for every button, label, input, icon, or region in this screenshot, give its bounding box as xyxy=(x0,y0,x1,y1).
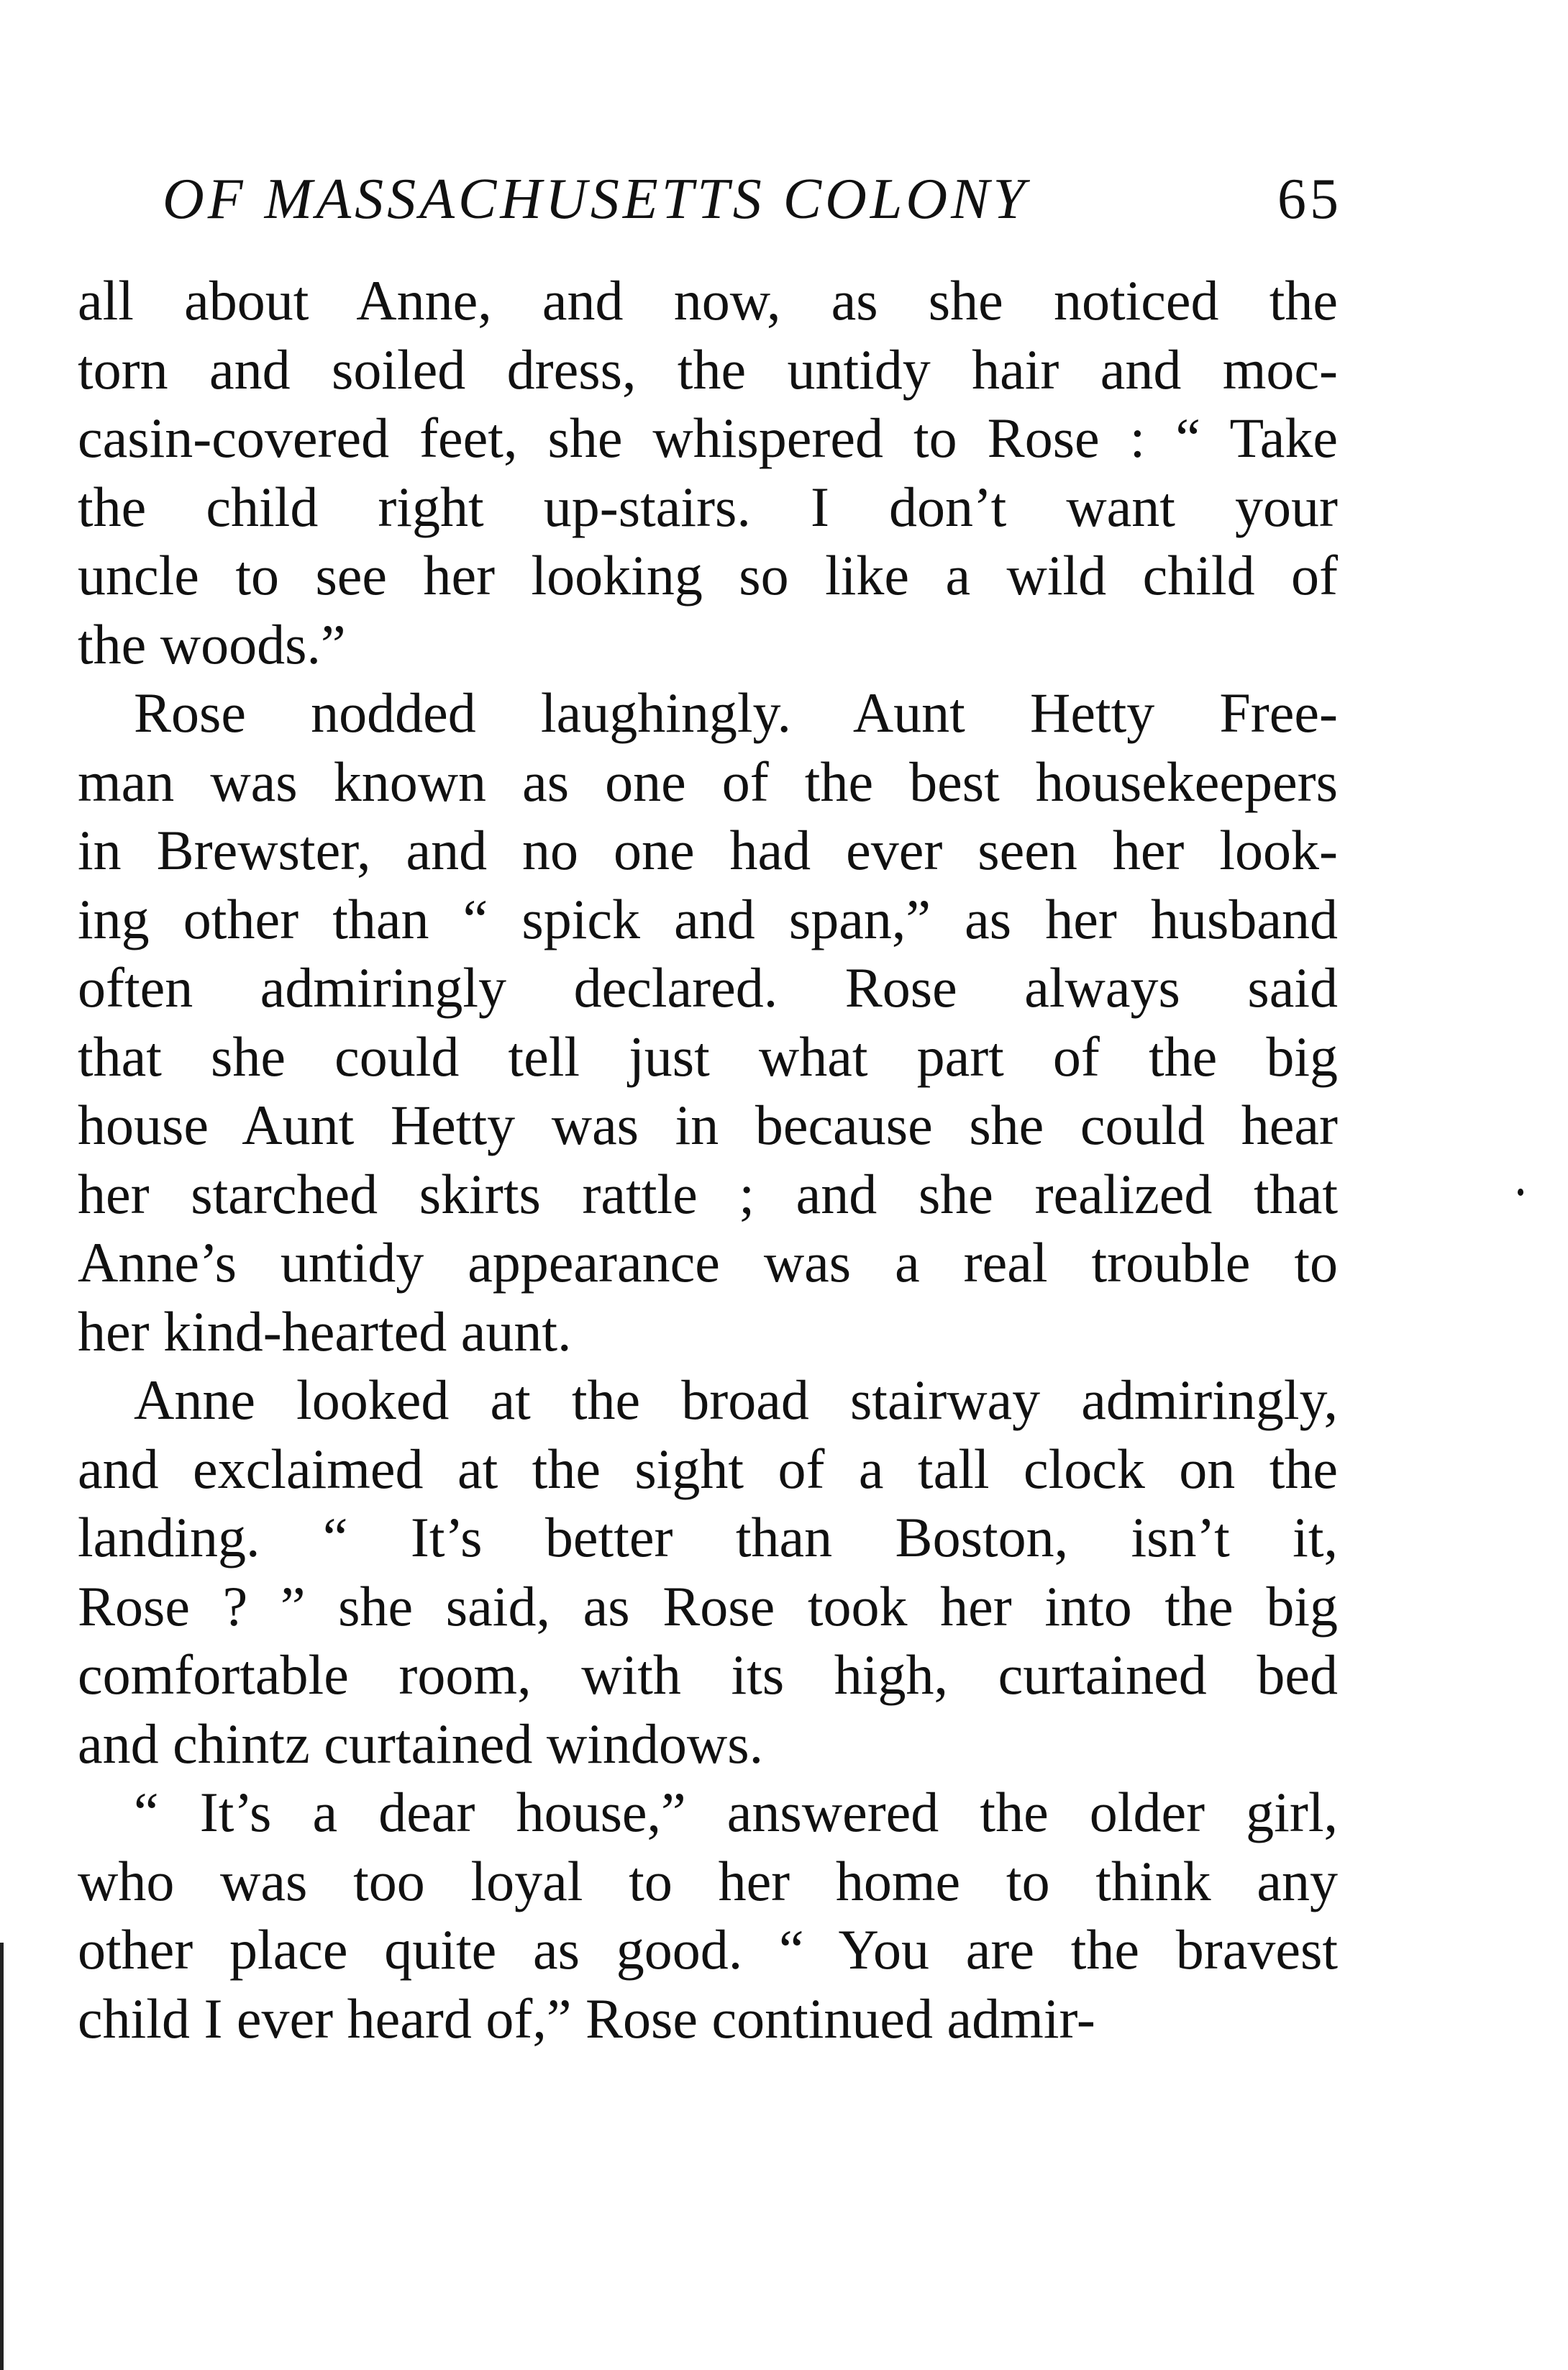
text-line: comfortable room, with its high, curtained bed xyxy=(78,1643,1338,1706)
text-line: house Aunt Hetty was in because she could hear xyxy=(78,1094,1338,1156)
body-text xyxy=(78,266,1338,2053)
text-line: Rose ? ” she said, as Rose took her into the big xyxy=(78,1574,1338,1638)
paragraph xyxy=(78,266,1338,678)
text-line: Anne looked at the broad stairway admiringly, xyxy=(134,1368,1338,1431)
text-line: and exclaimed at the sight of a tall clock on the xyxy=(78,1437,1338,1500)
text-line: and chintz curtained windows. xyxy=(78,1712,764,1775)
page-binding-edge xyxy=(0,1943,4,2370)
text-line: often admiringly declared. Rose always said xyxy=(78,956,1338,1019)
text-line: casin-covered feet, she whispered to Rose : “ Take xyxy=(78,407,1338,469)
running-head-title: OF MASSACHUSETTS COLONY xyxy=(163,168,1029,231)
running-head xyxy=(163,160,1342,239)
text-line: the child right up-stairs. I don’t want your xyxy=(78,475,1338,538)
text-line: her starched skirts rattle ; and she realized that xyxy=(78,1162,1338,1225)
paragraph xyxy=(78,1366,1338,1778)
text-line: in Brewster, and no one had ever seen her look- xyxy=(78,819,1338,881)
text-line: Anne’s untidy appearance was a real trouble to xyxy=(78,1231,1338,1294)
text-line: Rose nodded laughingly. Aunt Hetty Free- xyxy=(134,681,1338,744)
paragraph xyxy=(78,1778,1338,2053)
page-number: 65 xyxy=(1277,168,1342,231)
text-line: “ It’s a dear house,” answered the older girl, xyxy=(134,1781,1338,1843)
text-line: ing other than “ spick and span,” as her husband xyxy=(78,887,1338,950)
text-line: that she could tell just what part of the big xyxy=(78,1025,1338,1088)
text-line: landing. “ It’s better than Boston, isn’t it, xyxy=(78,1506,1338,1568)
paragraph xyxy=(78,678,1338,1366)
text-line: all about Anne, and now, as she noticed the xyxy=(78,269,1338,332)
text-line: other place quite as good. “ You are the bravest xyxy=(78,1918,1338,1981)
text-line: who was too loyal to her home to think any xyxy=(78,1849,1338,1912)
text-line: her kind-hearted aunt. xyxy=(78,1299,572,1363)
text-line: man was known as one of the best housekeepers xyxy=(78,750,1338,813)
text-line: child I ever heard of,” Rose continued admir- xyxy=(78,1987,1095,2050)
text-line: uncle to see her looking so like a wild child of xyxy=(78,544,1338,607)
text-line: torn and soiled dress, the untidy hair and moc- xyxy=(78,337,1338,401)
stray-ink-mark xyxy=(1518,1189,1523,1196)
text-line: the woods.” xyxy=(78,612,346,676)
